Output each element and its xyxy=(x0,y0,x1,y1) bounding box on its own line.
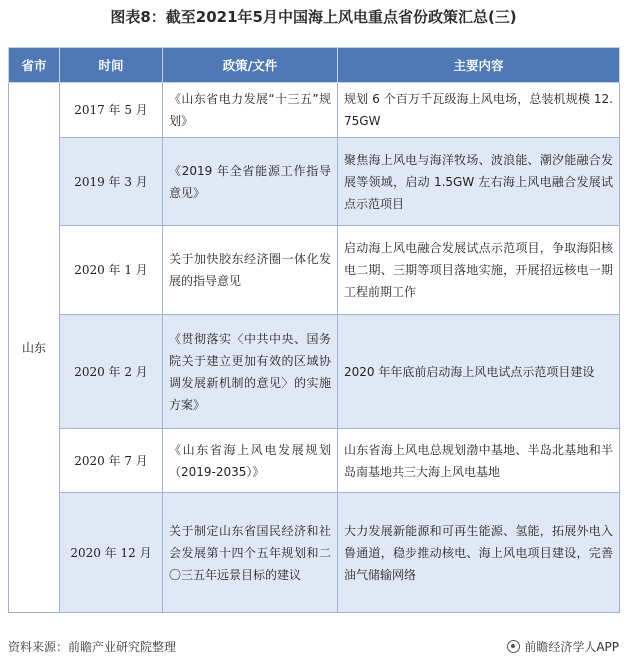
content-cell: 2020 年年底前启动海上风电试点示范项目建设 xyxy=(338,315,620,429)
header-content: 主要内容 xyxy=(338,48,620,83)
policy-cell: 关于加快胶东经济圈一体化发展的指导意见 xyxy=(163,226,338,315)
table-row xyxy=(9,83,620,138)
time-cell: 2019 年 3 月 xyxy=(60,138,163,226)
policy-cell: 关于制定山东省国民经济和社会发展第十四个五年规划和二〇三五年远景目标的建议 xyxy=(163,493,338,613)
header-policy: 政策/文件 xyxy=(163,48,338,83)
content-cell: 规划 6 个百万千瓦级海上风电场，总装机规模 12.75GW xyxy=(338,83,620,138)
time-cell: 2017 年 5 月 xyxy=(60,83,163,138)
policy-cell: 《贯彻落实〈中共中央、国务院关于建立更加有效的区域协调发展新机制的意见〉的实施方案》 xyxy=(163,315,338,429)
policy-cell: 《2019 年全省能源工作指导意见》 xyxy=(163,138,338,226)
footer xyxy=(8,638,619,656)
table-row xyxy=(9,429,620,493)
table-row xyxy=(9,493,620,613)
header-time: 时间 xyxy=(60,48,163,83)
brand-name: 前瞻经济学人APP xyxy=(524,640,619,654)
time-cell: 2020 年 1 月 xyxy=(60,226,163,315)
content-cell: 大力发展新能源和可再生能源、氢能，拓展外电入鲁通道，稳步推动核电、海上风电项目建设，完善油气储输网络 xyxy=(338,493,620,613)
content-cell: 聚焦海上风电与海洋牧场、波浪能、潮汐能融合发展等领域，启动 1.5GW 左右海上风电融合发展试点示范项目 xyxy=(338,138,620,226)
table-row xyxy=(9,315,620,429)
policy-table xyxy=(8,47,620,613)
table-header-row xyxy=(9,48,620,83)
qianzhan-logo-icon xyxy=(507,640,520,653)
table-row xyxy=(9,226,620,315)
time-cell: 2020 年 12 月 xyxy=(60,493,163,613)
table-row xyxy=(9,138,620,226)
content-cell: 山东省海上风电总规划渤中基地、半岛北基地和半岛南基地共三大海上风电基地 xyxy=(338,429,620,493)
time-cell: 2020 年 2 月 xyxy=(60,315,163,429)
header-province: 省市 xyxy=(9,48,60,83)
policy-cell: 《山东省海上风电发展规划（2019-2035）》 xyxy=(163,429,338,493)
content-cell: 启动海上风电融合发展试点示范项目，争取海阳核电二期、三期等项目落地实施，开展招远核电一期工程前期工作 xyxy=(338,226,620,315)
time-cell: 2020 年 7 月 xyxy=(60,429,163,493)
figure-title: 图表8：截至2021年5月中国海上风电重点省份政策汇总(三) xyxy=(110,8,517,26)
brand-mark xyxy=(507,638,619,655)
province-cell: 山东 xyxy=(9,83,60,613)
source-note: 资料来源：前瞻产业研究院整理 xyxy=(8,640,177,654)
policy-cell: 《山东省电力发展“十三五”规划》 xyxy=(163,83,338,138)
